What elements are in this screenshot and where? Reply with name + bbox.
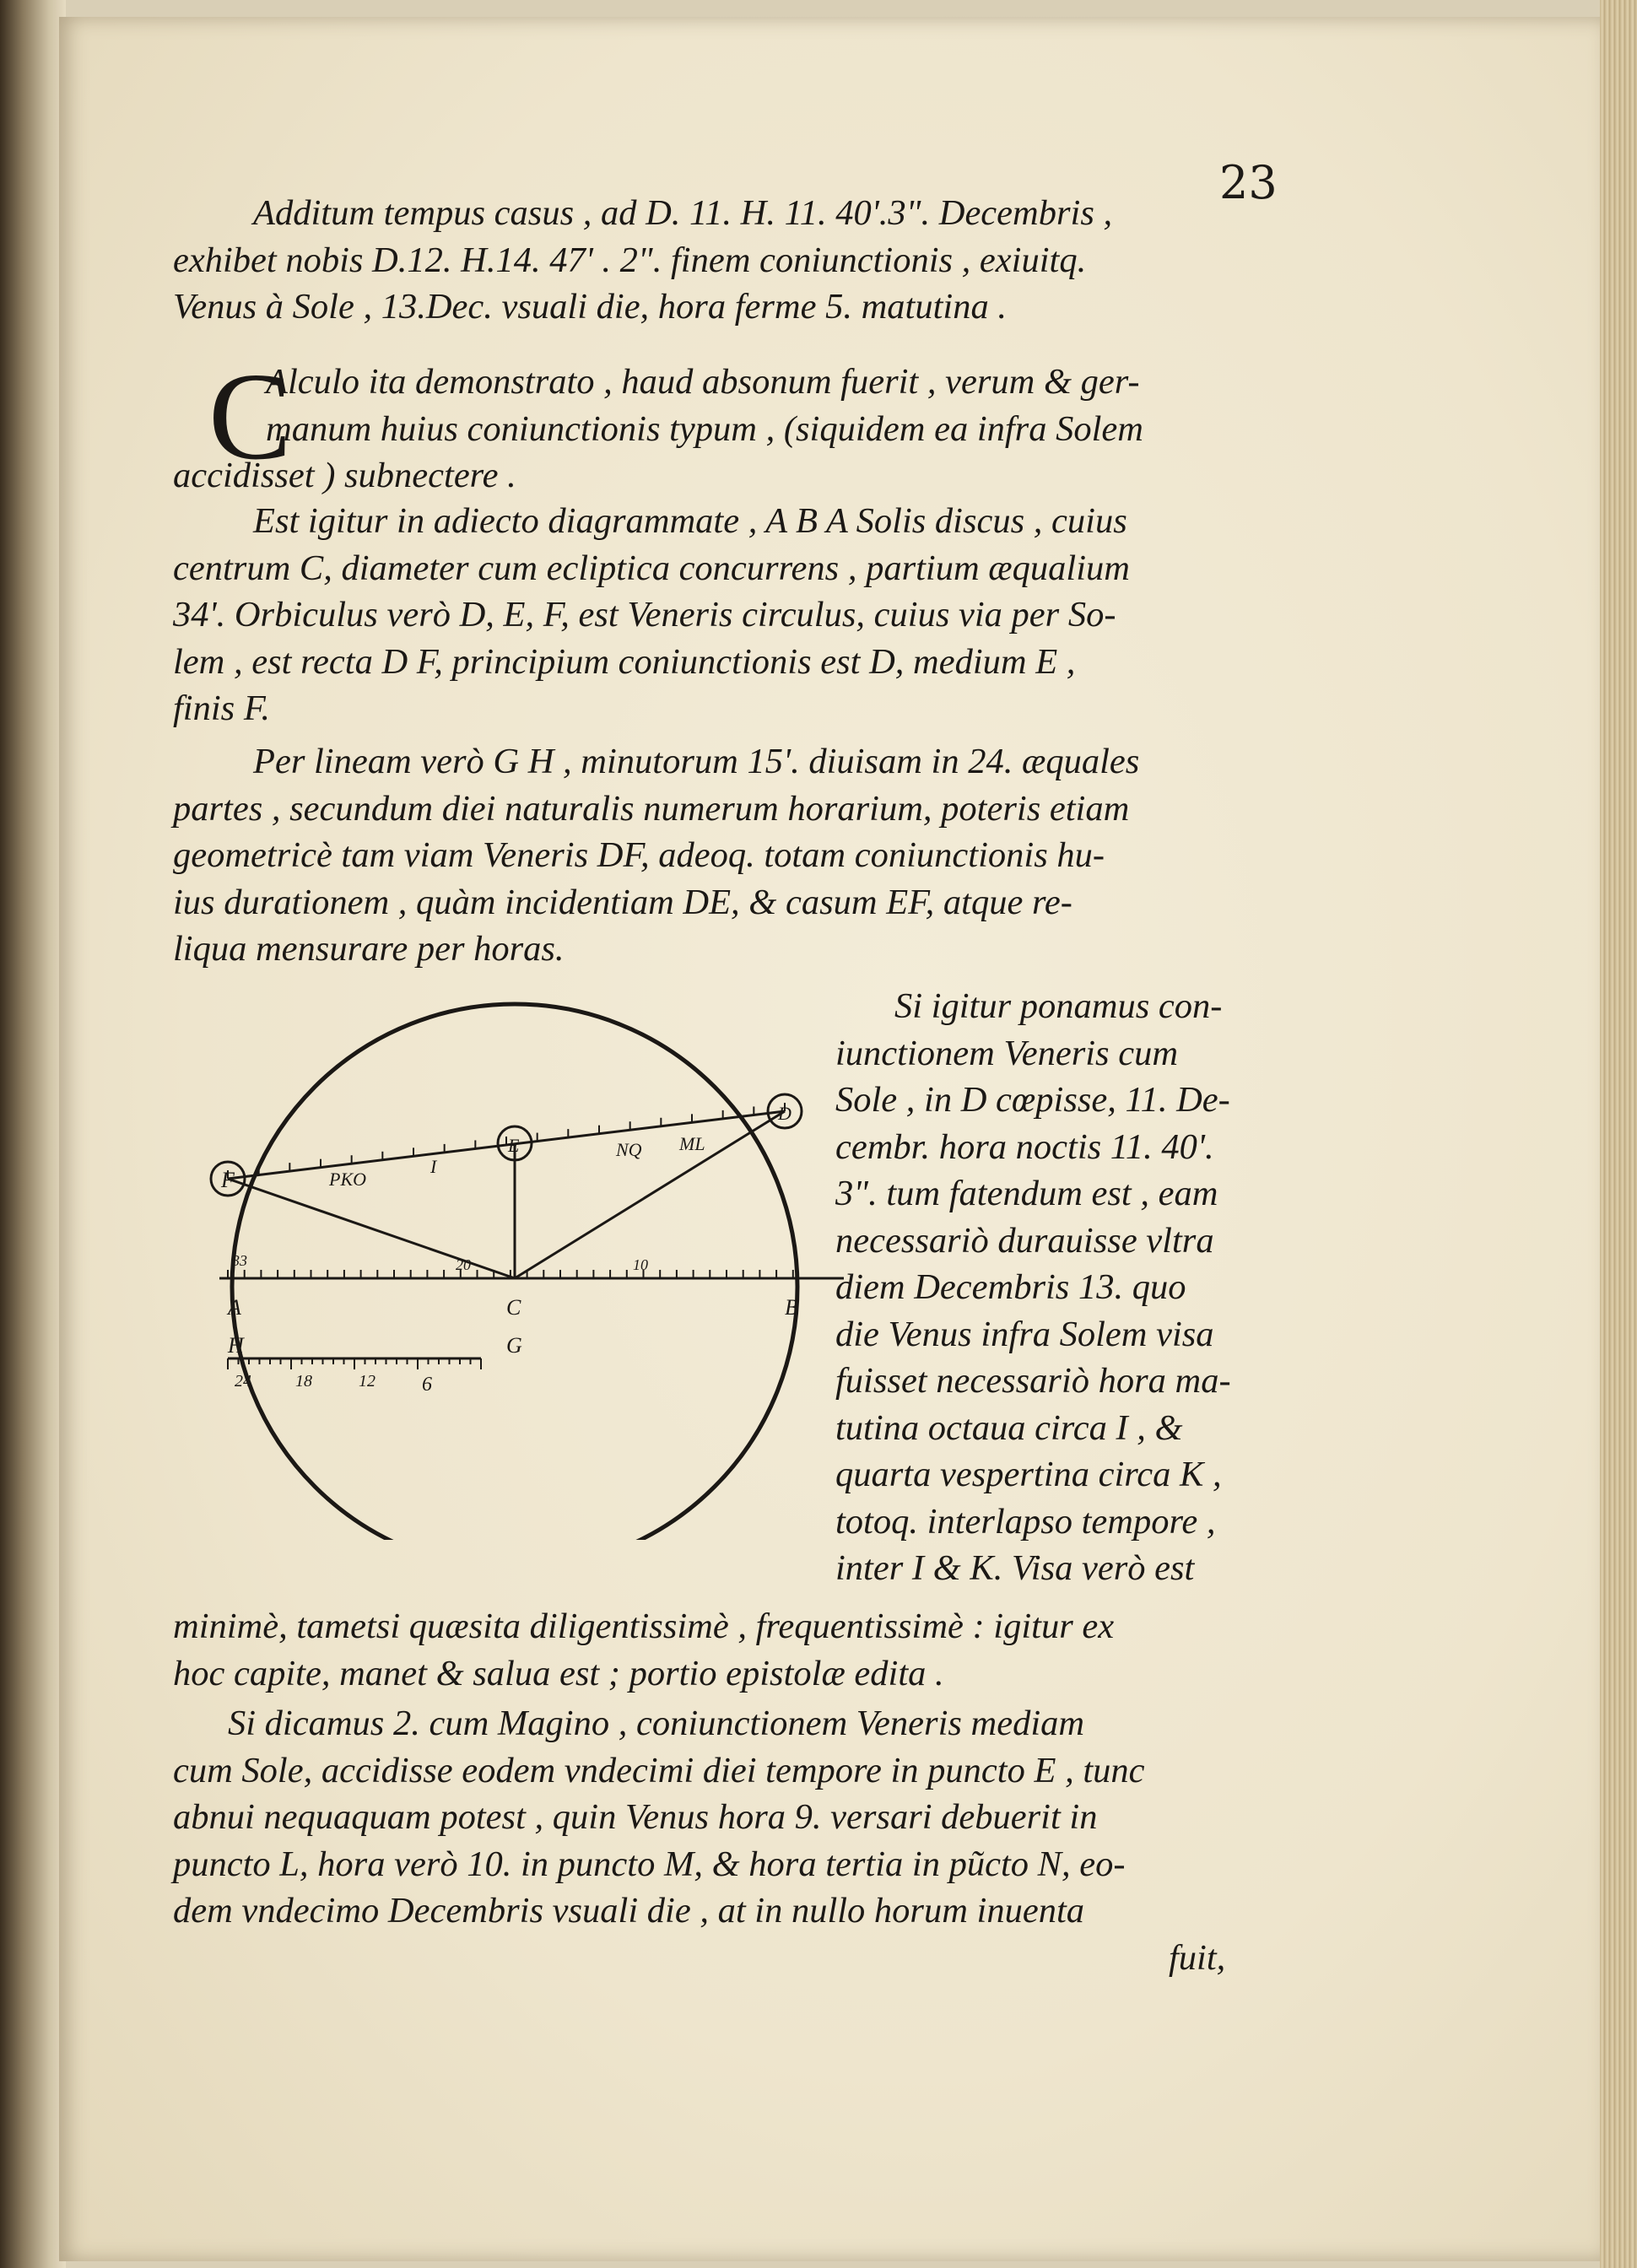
- label-ml: ML: [679, 1133, 705, 1154]
- label-b: B: [785, 1295, 798, 1320]
- page-fore-edge: [1600, 0, 1637, 2268]
- text-line: partes , secundum diei naturalis numerum horarium, poteris etiam: [173, 788, 1130, 829]
- label-f: F: [221, 1168, 235, 1192]
- text-line: ius durationem , quàm incidentiam DE, & casum EF, atque re-: [173, 882, 1072, 922]
- text-line: Si igitur ponamus con-: [894, 986, 1223, 1026]
- text-line: totoq. interlapso tempore ,: [835, 1501, 1216, 1542]
- paragraph-3: [173, 498, 1354, 732]
- text-line: quarta vespertina circa K ,: [835, 1455, 1222, 1494]
- text-line: puncto L, hora verò 10. in puncto M, & hora tertia in pũcto N, eo-: [173, 1844, 1126, 1884]
- text-line: exhibet nobis D.12. H.14. 47' . 2". finem coniunctionis , exiuitq.: [173, 240, 1087, 280]
- text-line: centrum C, diameter cum ecliptica concurrens , partium æqualium: [173, 548, 1130, 588]
- text-line: finis F.: [173, 688, 270, 728]
- text-line: 34'. Orbiculus verò D, E, F, est Veneris circulus, cuius via per So-: [173, 595, 1116, 634]
- label-d: D: [778, 1103, 791, 1124]
- text-line: tutina octaua circa I , &: [835, 1407, 1183, 1448]
- text-line: Per lineam verò G H , minutorum 15'. diuisam in 24. æquales: [253, 742, 1140, 781]
- scale-label-12: 12: [359, 1372, 375, 1390]
- scale-label-10: 10: [633, 1256, 648, 1273]
- text-line: lem , est recta D F, principium coniunctionis est D, medium E ,: [173, 641, 1076, 682]
- text-line: cum Sole, accidisse eodem vndecimi diei tempore in puncto E , tunc: [173, 1750, 1145, 1790]
- text-line: die Venus infra Solem visa: [835, 1314, 1214, 1354]
- text-line: manum huius coniunctionis typum , (siquidem ea infra Solem: [266, 408, 1143, 449]
- scale-label-20: 20: [456, 1256, 471, 1273]
- label-c: C: [506, 1295, 521, 1320]
- label-g: G: [506, 1333, 522, 1358]
- page-number: 23: [1219, 156, 1278, 209]
- text-line: hoc capite, manet & salua est ; portio epistolæ edita .: [173, 1653, 944, 1693]
- text-line: iunctionem Veneris cum: [835, 1033, 1179, 1073]
- label-e: E: [508, 1135, 520, 1156]
- venus-transit-diagram: [203, 983, 844, 1540]
- text-line: abnui nequaquam potest , quin Venus hora 9. versari debuerit in: [173, 1797, 1098, 1837]
- label-i: I: [430, 1156, 437, 1177]
- label-nq: NQ: [616, 1139, 642, 1160]
- paragraph-5-right-column: [835, 983, 1367, 1592]
- text-line: 3". tum fatendum est , eam: [835, 1174, 1218, 1213]
- text-line: minimè, tametsi quæsita diligentissimè , frequentissimè : igitur ex: [173, 1606, 1115, 1646]
- text-line: necessariò durauisse vltra: [835, 1220, 1214, 1261]
- text-line: Additum tempus casus , ad D. 11. H. 11. 40'.3". Decembris ,: [253, 193, 1113, 233]
- label-pko: PKO: [329, 1169, 366, 1190]
- text-line: geometricè tam viam Veneris DF, adeoq. totam coniunctionis hu-: [173, 835, 1105, 875]
- paragraph-1: [173, 190, 1354, 331]
- catchword: fuit,: [1169, 1937, 1226, 1978]
- text-line: Si dicamus 2. cum Magino , coniunctionem Veneris mediam: [228, 1704, 1085, 1743]
- text-line: dem vndecimo Decembris vsuali die , at in nullo horum inuenta: [173, 1891, 1085, 1930]
- text-line: Venus à Sole , 13.Dec. vsuali die, hora ferme 5. matutina .: [173, 287, 1007, 327]
- text-line: Est igitur in adiecto diagrammate , A B A Solis discus , cuius: [253, 501, 1127, 541]
- paragraph-6: [173, 1700, 1388, 1981]
- text-line: diem Decembris 13. quo: [835, 1267, 1186, 1307]
- text-line: Sole , in D cœpisse, 11. De-: [835, 1080, 1230, 1120]
- text-line: accidisset ) subnectere .: [173, 456, 516, 495]
- text-line: cembr. hora noctis 11. 40'.: [835, 1126, 1214, 1167]
- scale-label-6: 6: [422, 1374, 432, 1396]
- scale-label-33: 33: [232, 1252, 247, 1269]
- drop-capital: C: [208, 348, 292, 486]
- diagram-svg: [203, 983, 844, 1540]
- paragraph-5-continuation: [173, 1603, 1388, 1697]
- line-dc: [515, 1111, 785, 1278]
- line-fc: [228, 1179, 515, 1278]
- paragraph-2: [173, 359, 1354, 500]
- scale-label-24: 24: [235, 1372, 251, 1390]
- label-a: A: [228, 1295, 241, 1320]
- text-line: Alculo ita demonstrato , haud absonum fuerit , verum & ger-: [266, 362, 1140, 402]
- book-binding: [0, 0, 66, 2268]
- label-h: H: [228, 1333, 244, 1358]
- scale-label-18: 18: [295, 1372, 312, 1390]
- text-line: fuisset necessariò hora ma-: [835, 1361, 1231, 1401]
- paragraph-4: [173, 738, 1354, 973]
- hour-scale-ticks: [228, 1358, 481, 1369]
- text-line: inter I & K. Visa verò est: [835, 1548, 1195, 1588]
- text-line: liqua mensurare per horas.: [173, 929, 565, 969]
